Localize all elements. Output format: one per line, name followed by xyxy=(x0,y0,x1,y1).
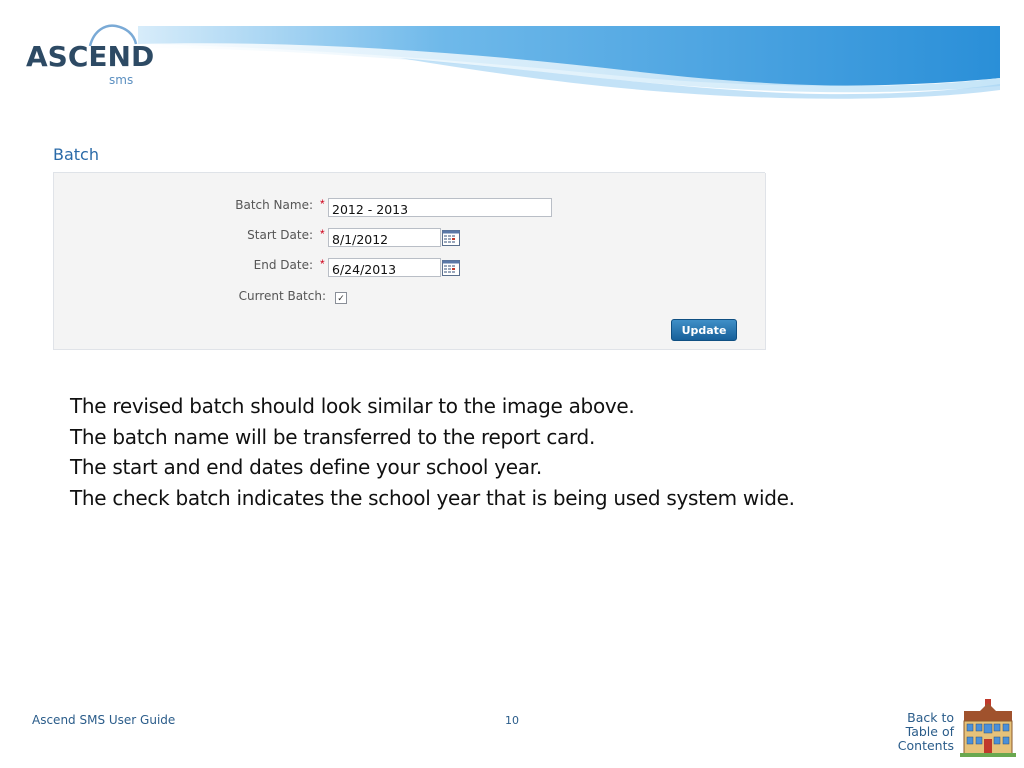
back-to-contents-link[interactable] xyxy=(892,711,954,753)
start-date-label: Start Date: xyxy=(247,228,313,242)
body-line: The check batch indicates the school year that is being used system wide. xyxy=(70,485,795,510)
required-marker: * xyxy=(320,197,325,211)
end-date-input[interactable]: 6/24/2013 xyxy=(328,258,441,277)
body-text xyxy=(70,391,795,513)
current-batch-label: Current Batch: xyxy=(238,289,326,303)
update-button[interactable]: Update xyxy=(671,319,737,341)
end-date-label: End Date: xyxy=(253,258,313,272)
batch-name-input[interactable]: 2012 - 2013 xyxy=(328,198,552,217)
back-link-line: Back to xyxy=(907,710,954,725)
body-line: The start and end dates define your school year. xyxy=(70,455,542,479)
page-number: 10 xyxy=(505,714,519,727)
current-batch-checkbox[interactable]: ✓ xyxy=(335,292,347,304)
required-marker: * xyxy=(320,257,325,271)
logo-main-text: ASCEND xyxy=(26,40,155,73)
start-date-calendar-icon[interactable] xyxy=(442,230,460,246)
start-date-input[interactable]: 8/1/2012 xyxy=(328,228,441,247)
back-link-line: Table of xyxy=(905,724,954,739)
required-marker: * xyxy=(320,227,325,241)
guide-title: Ascend SMS User Guide xyxy=(32,713,176,727)
logo-sub-text: sms xyxy=(109,73,134,87)
batch-name-label: Batch Name: xyxy=(235,198,313,212)
panel-title: Batch xyxy=(53,145,99,164)
back-link-line: Contents xyxy=(897,738,954,753)
school-building-icon[interactable] xyxy=(960,697,1016,757)
end-date-calendar-icon[interactable] xyxy=(442,260,460,276)
body-line: The revised batch should look similar to the image above. xyxy=(70,394,635,418)
body-line: The batch name will be transferred to the report card. xyxy=(70,424,596,449)
ascend-logo xyxy=(26,22,155,92)
